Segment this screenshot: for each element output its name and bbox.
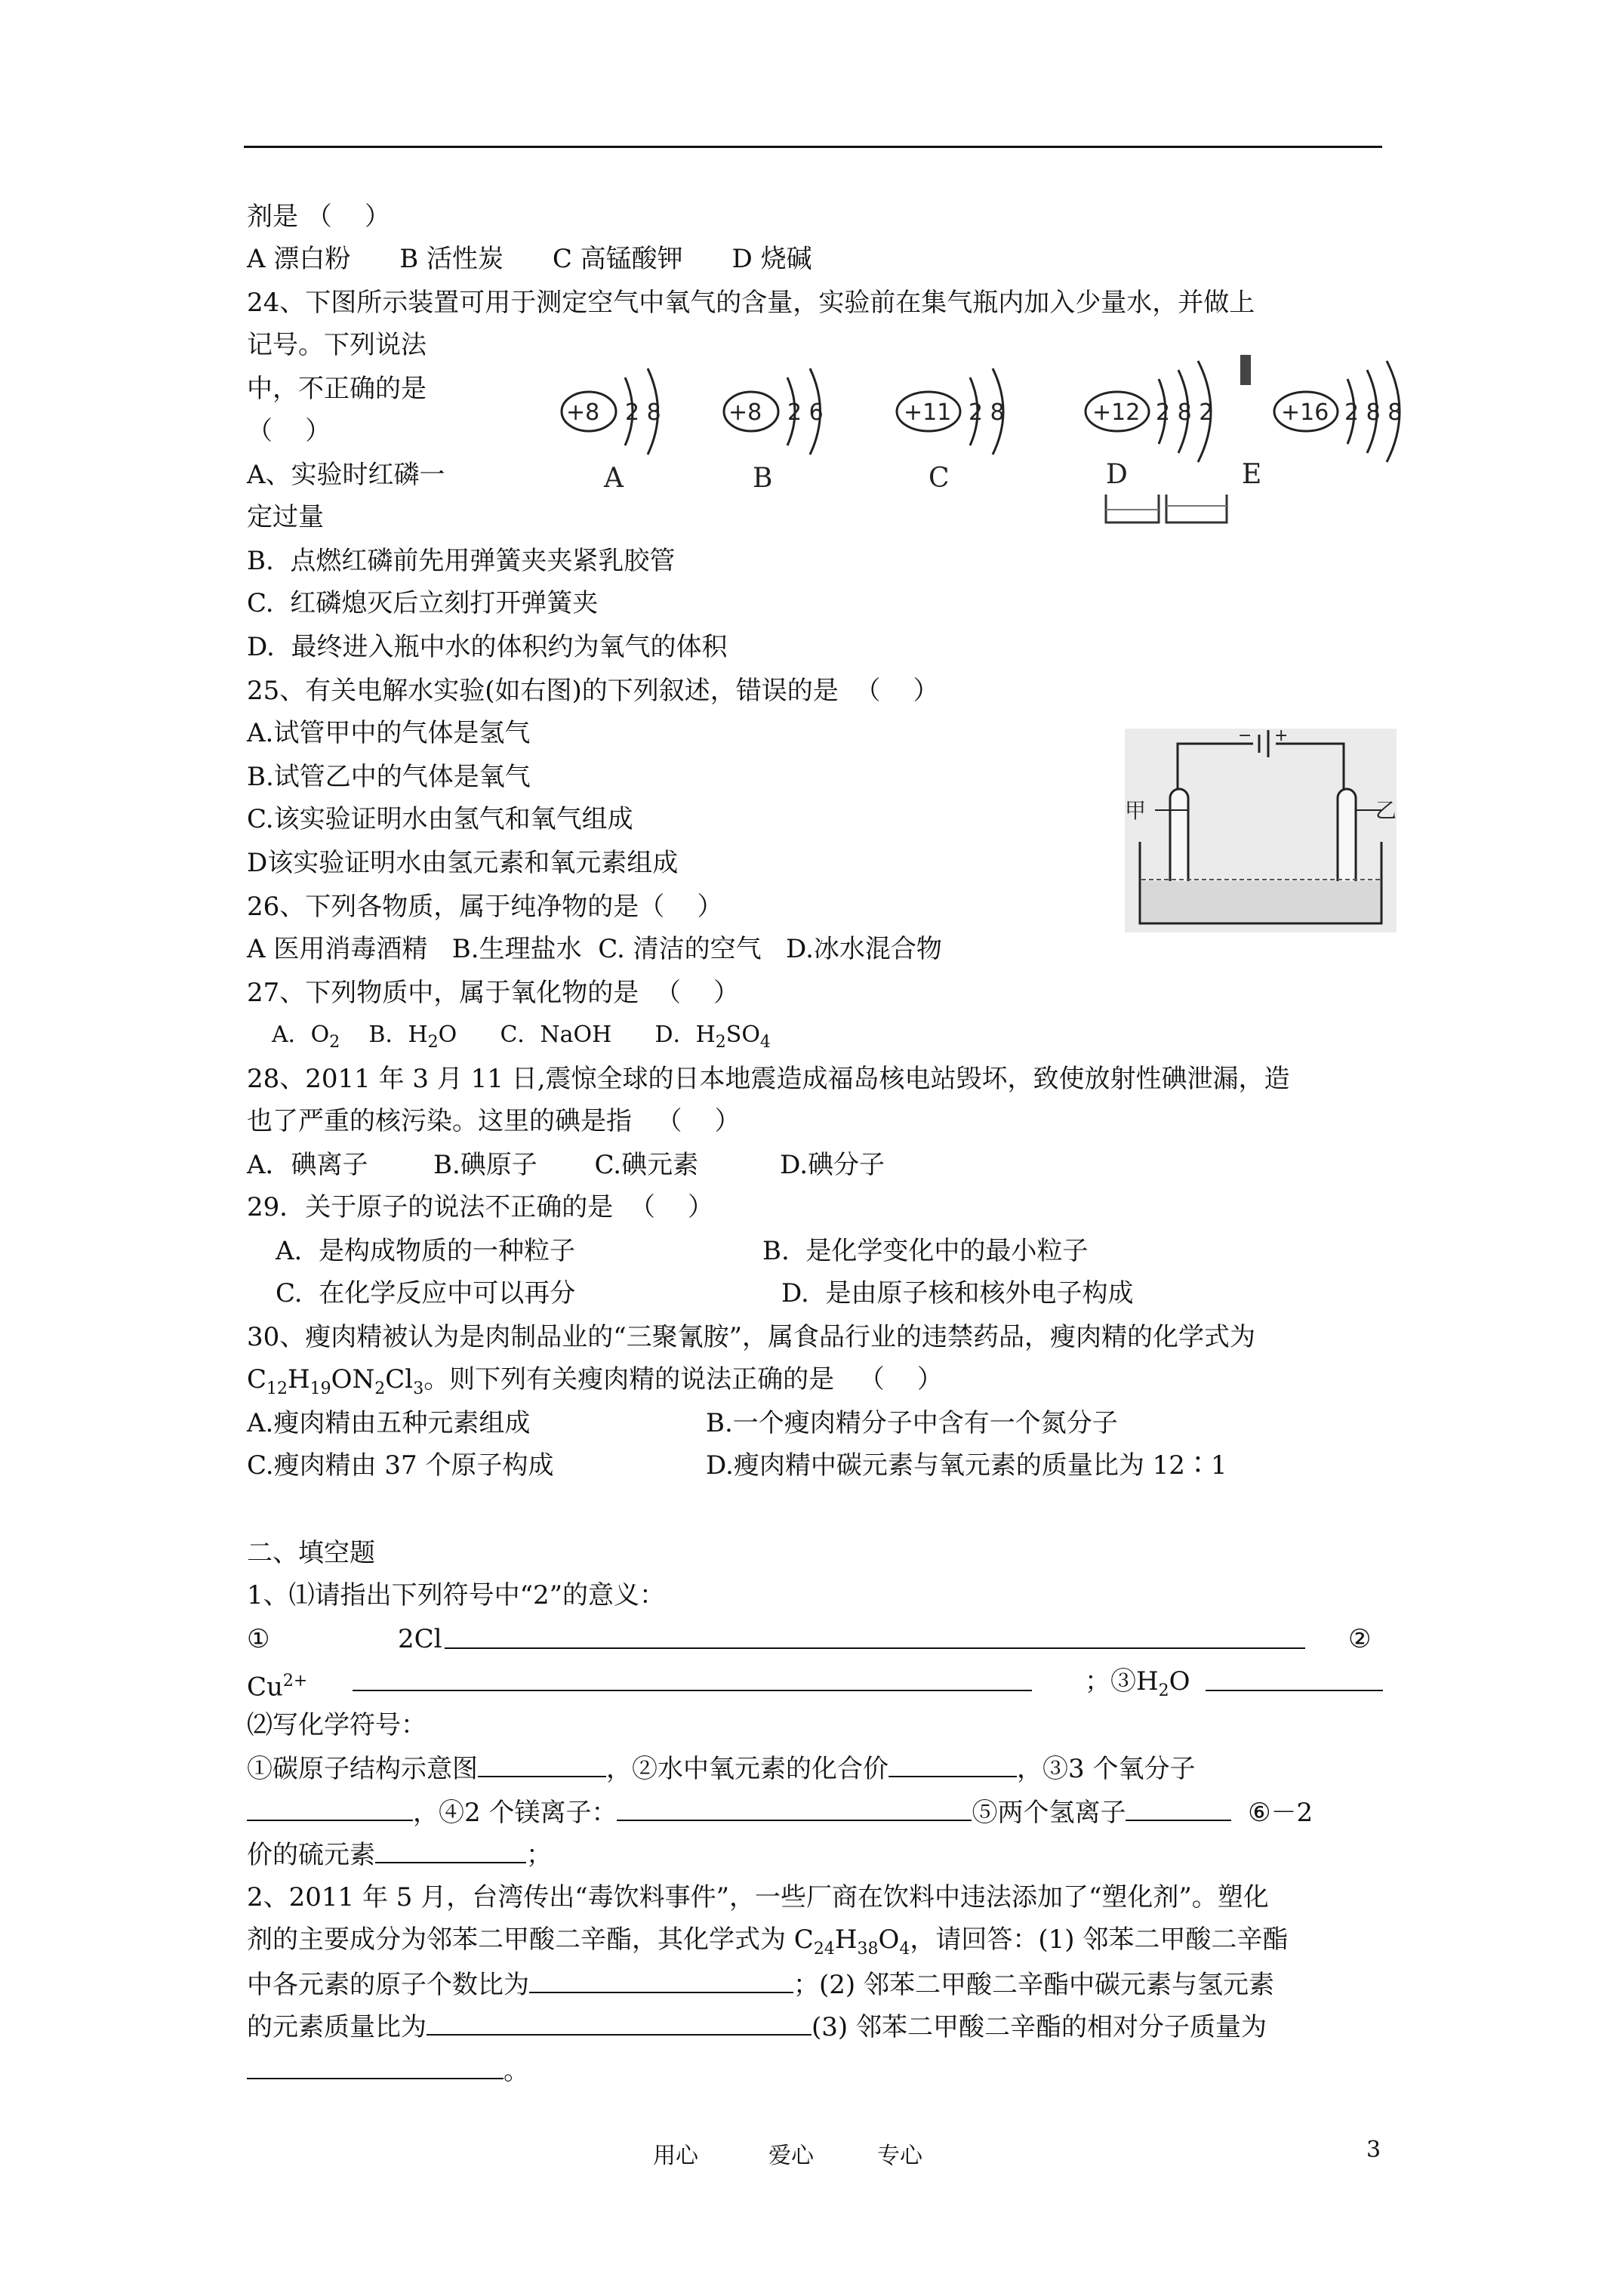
q24-option-b: B. 点燃红磷前先用弹簧夹夹紧乳胶管 <box>247 546 676 576</box>
q24-stem-line3: 中，不正确的是 <box>247 374 427 404</box>
q25-option-a: A.试管甲中的气体是氢气 <box>247 718 531 748</box>
atom-a-nucleus: +8 <box>566 399 600 426</box>
q29-option-a: A. 是构成物质的一种粒子 <box>276 1236 575 1266</box>
footer-middle: 爱心 <box>768 2143 814 2169</box>
fill-q2-line2: 剂的主要成分为邻苯二甲酸二辛酯，其化学式为 $C_{24}H_{38}O_4$，请回答：(1) 邻苯二甲酸二辛酯 <box>247 1925 1289 1959</box>
atom-b-label: B <box>753 463 773 494</box>
fill-q2-line3: 中各元素的原子个数比为 ；(2) 邻苯二甲酸二辛酯中碳元素与氢元素 <box>247 1968 1274 2001</box>
fill-q1-item2: $Cu^{2+}$ ；$③H_2O$ <box>247 1666 307 1703</box>
atom-c-shells: 2 8 <box>969 399 1005 426</box>
hydrogen-ions-blank[interactable] <box>1126 1795 1231 1821</box>
fill-q1-item1-blank[interactable] <box>445 1623 1305 1649</box>
q29-option-d: D. 是由原子核和核外电子构成 <box>781 1278 1134 1308</box>
carbon-diagram-blank[interactable] <box>478 1752 606 1777</box>
atom-a-shells: 2 8 <box>625 399 661 426</box>
q30-option-c: C.瘦肉精由 37 个原子构成 <box>247 1450 554 1481</box>
footer-right: 专心 <box>877 2143 922 2169</box>
q23-options: A 漂白粉 B 活性炭 C 高锰酸钾 D 烧碱 <box>247 244 812 274</box>
q28-stem-line1: 28、2011 年 3 月 11 日,震惊全球的日本地震造成福岛核电站毁坏，致使放射性碘泄漏，造 <box>247 1064 1290 1094</box>
atom-b-nucleus: +8 <box>728 399 762 426</box>
fill-q1-write-symbols: ⑵写化学符号： <box>247 1710 427 1740</box>
q30-formula: $C_{12}H_{19}ON_2Cl_3$ <box>247 1364 424 1398</box>
section-2-title: 二、填空题 <box>247 1538 375 1568</box>
footer-left: 用心 <box>653 2143 698 2169</box>
q30-option-d: D.瘦肉精中碳元素与氧元素的质量比为 12∶1 <box>706 1450 1227 1481</box>
q27-stem: 27、下列物质中，属于氧化物的是 （ ） <box>247 978 740 1008</box>
q24-option-a-line1: A、实验时红磷一 <box>247 460 445 490</box>
atom-b-shells: 2 6 <box>787 399 824 426</box>
fill-q1-write-line3: 价的硫元素 ； <box>247 1838 552 1871</box>
atom-a-label: A <box>604 463 624 494</box>
fill-q1-item2-marker: ② <box>1348 1624 1372 1654</box>
q26-stem: 26、下列各物质，属于纯净物的是（ ） <box>247 892 723 922</box>
atom-diagram-b <box>724 368 824 494</box>
q27-options: A．$O_2$ B．$H_2O$ C．NaOH D．$H_2SO_4$ <box>272 1022 771 1052</box>
fill-q2-line5: 。 <box>247 2054 529 2087</box>
negative-terminal-label: − <box>1238 729 1252 745</box>
fill-q1-item3-blank[interactable] <box>1206 1666 1383 1691</box>
q23-stem: 剂是 （ ） <box>247 202 391 232</box>
q24-option-a-line2: 定过量 <box>247 502 324 532</box>
fill-q1-write-line1: ①碳原子结构示意图 ，②水中氧元素的化合价 ，③3 个氧分子 <box>247 1752 1195 1785</box>
oxygen-molecules-blank[interactable] <box>247 1795 413 1821</box>
atom-diagram-e <box>1166 361 1402 522</box>
fill-q1-write-line2: ，④2 个镁离子： ⑤两个氢离子 ⑥－2 <box>247 1795 1313 1829</box>
q25-option-d: D该实验证明水由氢元素和氧元素组成 <box>247 848 679 878</box>
q29-option-b: B. 是化学变化中的最小粒子 <box>762 1236 1089 1266</box>
fill-q1-intro: 1、⑴请指出下列符号中“2”的意义： <box>247 1580 666 1610</box>
atom-d-shells: 2 8 2 <box>1156 399 1214 426</box>
atom-e-shells: 2 8 8 <box>1344 399 1403 426</box>
q30-option-b: B.一个瘦肉精分子中含有一个氮分子 <box>706 1408 1118 1438</box>
atom-structure-diagrams <box>532 355 1423 551</box>
fill-q2-line1: 2、2011 年 5 月，台湾传出“毒饮料事件”，一些厂商在饮料中违法添加了“塑化剂”。塑化 <box>247 1882 1269 1912</box>
q24-stem-line2: 记号。下列说法 <box>247 330 427 360</box>
oxygen-valence-blank[interactable] <box>888 1752 1017 1777</box>
atom-c-nucleus: +11 <box>904 399 952 426</box>
atom-d-nucleus: +12 <box>1092 399 1141 426</box>
q30-stem-line1: 30、瘦肉精被认为是肉制品业的“三聚氰胺”，属食品行业的违禁药品，瘦肉精的化学式为 <box>247 1322 1256 1352</box>
q25-option-b: B.试管乙中的气体是氧气 <box>247 762 531 792</box>
magnesium-ions-blank[interactable] <box>617 1795 972 1821</box>
fill-q1-item2-blank[interactable] <box>353 1666 1032 1691</box>
q30-stem-line2: $C_{12}H_{19}ON_2Cl_3$。则下列有关瘦肉精的说法正确的是 （ ） <box>247 1364 943 1398</box>
q29-option-c: C. 在化学反应中可以再分 <box>276 1278 576 1308</box>
page-number: 3 <box>1366 2137 1381 2163</box>
atom-e-label: E <box>1242 459 1262 490</box>
fill-q2-line4: 的元素质量比为 (3) 邻苯二甲酸二辛酯的相对分子质量为 <box>247 2010 1267 2043</box>
q28-stem-line2: 也了严重的核污染。这里的碘是指 （ ） <box>247 1106 741 1136</box>
positive-terminal-label: + <box>1274 729 1289 745</box>
sulfur-valence-blank[interactable] <box>375 1838 526 1863</box>
header-rule <box>244 146 1382 148</box>
q28-options: A．碘离子 B.碘原子 C.碘元素 D.碘分子 <box>247 1150 885 1180</box>
fill-q1-item1: ① 2Cl <box>247 1623 269 1655</box>
atom-c-label: C <box>929 463 950 494</box>
atom-e-nucleus: +16 <box>1281 399 1329 426</box>
electrolysis-apparatus-figure <box>1125 729 1397 932</box>
tube-jia-label: 甲 <box>1125 798 1147 823</box>
tube-yi-label: 乙 <box>1375 798 1397 823</box>
q26-options: A 医用消毒酒精 B.生理盐水 C. 清洁的空气 D.冰水混合物 <box>247 934 942 964</box>
fill-q1-item3-label: ；$③H_2O$ <box>1085 1666 1190 1700</box>
atom-diagram-a <box>562 368 661 494</box>
q24-stem-line1: 24、下图所示装置可用于测定空气中氧气的含量，实验前在集气瓶内加入少量水，并做上 <box>247 288 1255 318</box>
q30-option-a: A.瘦肉精由五种元素组成 <box>247 1408 531 1438</box>
q24-option-c: C. 红磷熄灭后立刻打开弹簧夹 <box>247 588 599 618</box>
atom-d-label: D <box>1106 459 1128 490</box>
q29-stem: 29．关于原子的说法不正确的是 （ ） <box>247 1192 714 1222</box>
q24-paren: （ ） <box>247 416 331 446</box>
molecular-mass-blank[interactable] <box>247 2054 504 2079</box>
q24-option-d: D. 最终进入瓶中水的体积约为氧气的体积 <box>247 632 728 662</box>
q25-option-c: C.该实验证明水由氢气和氧气组成 <box>247 804 633 834</box>
atom-diagram-c <box>897 368 1005 494</box>
mass-ratio-blank[interactable] <box>427 2010 812 2036</box>
atom-ratio-blank[interactable] <box>529 1968 793 1993</box>
q25-stem: 25、有关电解水实验(如右图)的下列叙述，错误的是 （ ） <box>247 676 939 706</box>
